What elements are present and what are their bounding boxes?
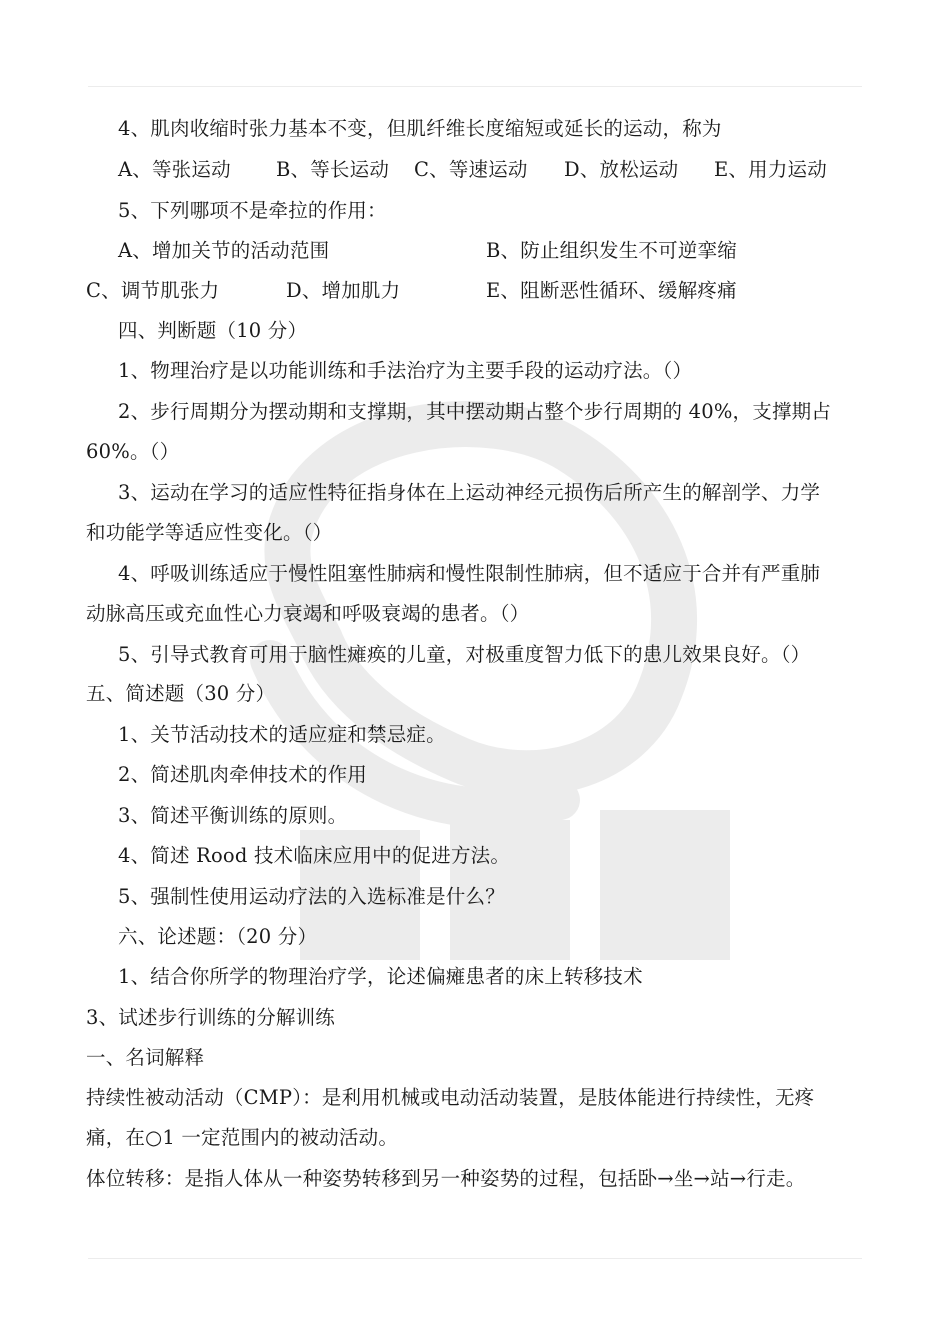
answer-line-3: 体位转移：是指人体从一种姿势转移到另一种姿势的过程，包括卧→坐→站→行走。 [86,1167,806,1190]
section-4-item-4-cont: 动脉高压或充血性心力衰竭和呼吸衰竭的患者。（） [86,602,530,625]
section-4-item-1: 1、物理治疗是以功能训练和手法治疗为主要手段的运动疗法。（） [118,359,693,382]
section-5-title: 五、简述题（30 分） [86,682,276,705]
question-4-option-c: C、等速运动 [414,158,528,181]
section-6-title: 六、论述题：（20 分） [118,925,318,948]
section-5-item-2: 2、简述肌肉牵伸技术的作用 [118,763,368,786]
section-6-item-1: 1、结合你所学的物理治疗学，论述偏瘫患者的床上转移技术 [118,965,643,988]
section-5-item-1: 1、关节活动技术的适应症和禁忌症。 [118,723,446,746]
section-4-item-2-cont: 60%。（） [86,440,180,463]
question-4-option-d: D、放松运动 [564,158,679,181]
question-5-stem: 5、下列哪项不是牵拉的作用： [118,199,387,222]
question-5-option-d: D、增加肌力 [286,279,401,302]
section-4-title: 四、判断题（10 分） [118,319,308,342]
section-5-item-4: 4、简述 Rood 技术临床应用中的促进方法。 [118,844,511,867]
question-5-option-e: E、阻断恶性循环、缓解疼痛 [486,279,737,302]
section-6-item-3: 3、试述步行训练的分解训练 [86,1006,336,1029]
section-4-item-3: 3、运动在学习的适应性特征指身体在上运动神经元损伤后所产生的解剖学、力学 [118,481,821,504]
question-4-option-e: E、用力运动 [714,158,827,181]
section-4-item-4: 4、呼吸训练适应于慢性阻塞性肺病和慢性限制性肺病，但不适应于合并有严重肺 [118,562,821,585]
question-5-option-b: B、防止组织发生不可逆挛缩 [486,239,737,262]
question-4-stem: 4、肌肉收缩时张力基本不变，但肌纤维长度缩短或延长的运动，称为 [118,117,722,140]
section-4-item-3-cont: 和功能学等适应性变化。（） [86,521,333,544]
answers-title: 一、名词解释 [86,1046,205,1069]
section-5-item-5: 5、强制性使用运动疗法的入选标准是什么？ [118,885,505,908]
section-4-item-5: 5、引导式教育可用于脑性瘫痪的儿童，对极重度智力低下的患儿效果良好。（） [118,643,811,666]
question-5-option-a: A、增加关节的活动范围 [118,239,330,262]
section-4-item-2: 2、步行周期分为摆动期和支撑期，其中摆动期占整个步行周期的 40%，支撑期占 [118,400,832,423]
question-5-option-c: C、调节肌张力 [86,279,220,302]
section-5-item-3: 3、简述平衡训练的原则。 [118,804,348,827]
answer-line-2: 痛，在○1 一定范围内的被动活动。 [86,1126,399,1149]
question-4-option-a: A、等张运动 [118,158,231,181]
answer-line-1: 持续性被动活动（CMP）：是利用机械或电动活动装置，是肢体能进行持续性，无疼 [86,1086,815,1109]
question-4-option-b: B、等长运动 [276,158,390,181]
